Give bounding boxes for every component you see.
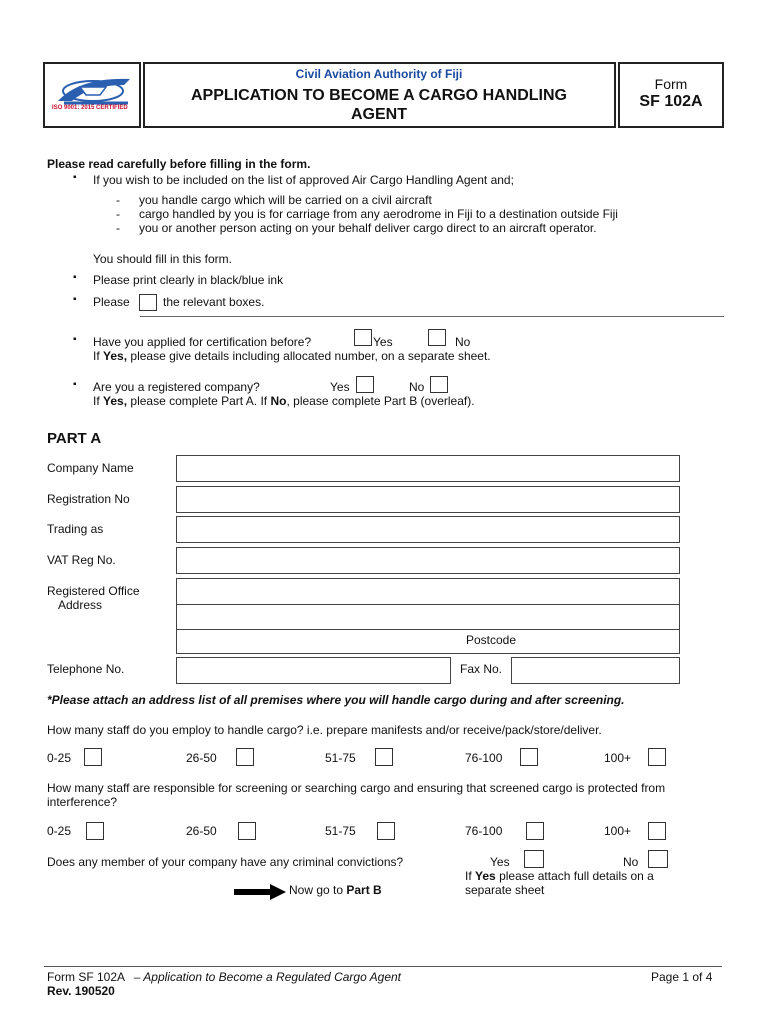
company-no-label: No [409,380,425,394]
attach-note: *Please attach an address list of all premises where you will handle cargo during and after screening. [47,693,625,707]
registered-office-label: Registered Office [47,584,140,598]
intro-dash-2: cargo handled by you is for carriage from any aerodrome in Fiji to a destination outside Fiji [139,207,618,221]
cert-note-post: please give details including allocated number, on a separate sheet. [130,349,491,363]
logo-caption: ISO 9001: 2015 CERTIFIED [52,105,128,111]
fill-note: You should fill in this form. [93,252,232,266]
trading-as-label: Trading as [47,522,104,536]
company-name-label: Company Name [47,461,134,475]
staff-2-option-0-checkbox[interactable] [86,822,104,840]
go-to-pre: Now go to [289,883,344,897]
staff-2-option-3-label: 76-100 [465,824,503,838]
footer-form-number: Form SF 102A [47,970,125,984]
staff-2-option-1-label: 26-50 [186,824,217,838]
staff-2-option-4-checkbox[interactable] [648,822,666,840]
address-field-line3[interactable] [176,629,680,654]
company-note-mid: please complete Part A. If [130,394,268,408]
staff-2-option-1-checkbox[interactable] [238,822,256,840]
registration-no-label: Registration No [47,492,130,506]
footer-form-title: – Application to Become a Regulated Cargo Agent [133,970,401,984]
cert-note-pre: If [93,349,100,363]
intro-bullet-3-pre: ▪ Please [93,295,130,309]
staff-2-option-4-label: 100+ [604,824,632,838]
company-note-yes: Yes, [103,394,128,408]
dash-marker-1: - [116,193,120,207]
criminal-yes-label: Yes [490,855,510,869]
section-divider [140,316,724,317]
trading-as-field[interactable] [176,516,680,543]
criminal-note-line2: separate sheet [465,883,545,897]
intro-heading: Please read carefully before filling in the form. [47,157,311,171]
staff-2-option-0-label: 0-25 [47,824,72,838]
address-field-line1[interactable] [176,578,680,605]
criminal-no-checkbox[interactable] [648,850,668,868]
vat-reg-field[interactable] [176,547,680,574]
staff-1-option-1-checkbox[interactable] [236,748,254,766]
intro-bullet-1: ▪ If you wish to be included on the list of approved Air Cargo Handling Agent and; [93,173,514,187]
cert-yes-checkbox[interactable] [354,329,372,346]
caaf-logo [50,73,136,107]
criminal-yes-checkbox[interactable] [524,850,544,868]
criminal-question: Does any member of your company have any criminal convictions? [47,855,404,869]
arrow-right-icon [234,884,286,900]
cert-no-checkbox[interactable] [428,329,446,346]
criminal-note [465,869,654,883]
footer-form-ref [47,970,401,984]
staff-question-1: How many staff do you employ to handle cargo? i.e. prepare manifests and/or receive/pack/store/deliver. [47,723,602,737]
footer-page-number: Page 1 of 4 [651,970,713,984]
staff-1-option-0-label: 0-25 [47,751,72,765]
company-note-pre: If [93,394,100,408]
form-label: Form [654,76,688,92]
staff-question-2-line1: How many staff are responsible for screening or searching cargo and ensuring that screened cargo is protected from [47,781,666,795]
address-field-line2[interactable] [176,604,680,630]
vat-reg-label: VAT Reg No. [47,553,116,567]
authority-name: Civil Aviation Authority of Fiji [295,67,463,81]
postcode-label: Postcode [466,633,517,647]
company-note-no: No [270,394,287,408]
dash-marker-2: - [116,207,120,221]
cert-note-yes: Yes, [103,349,128,363]
form-title: APPLICATION TO BECOME A CARGO HANDLING [191,87,567,104]
criminal-note-yes: Yes [475,869,496,883]
company-note-post: , please complete Part B (overleaf). [286,394,475,408]
staff-1-option-3-checkbox[interactable] [520,748,538,766]
part-a-heading: PART A [47,430,102,447]
telephone-field[interactable] [176,657,451,684]
staff-1-option-3-label: 76-100 [465,751,503,765]
staff-1-option-4-label: 100+ [604,751,632,765]
fax-field[interactable] [511,657,680,684]
company-question: ▪ Are you a registered company? [93,380,260,394]
staff-question-2-line2: interference? [47,795,118,809]
staff-2-option-3-checkbox[interactable] [526,822,544,840]
criminal-note-pre: If [465,869,472,883]
form-number: SF 102A [639,93,703,110]
staff-1-option-0-checkbox[interactable] [84,748,102,766]
company-yes-label: Yes [330,380,350,394]
staff-2-option-2-checkbox[interactable] [377,822,395,840]
dash-marker-3: - [116,221,120,235]
address-label: Address [58,598,103,612]
staff-1-option-1-label: 26-50 [186,751,217,765]
criminal-note-post: please attach full details on a [499,869,654,883]
form-title-line2: AGENT [351,106,407,123]
go-to-part-b [289,883,382,897]
company-no-checkbox[interactable] [430,376,448,393]
company-note [93,394,475,408]
staff-1-option-2-checkbox[interactable] [375,748,393,766]
cert-note [93,349,491,363]
cert-no-label: No [455,335,471,349]
staff-1-option-2-label: 51-75 [325,751,356,765]
cert-yes-label: Yes [373,335,393,349]
company-name-field[interactable] [176,455,680,482]
registration-no-field[interactable] [176,486,680,513]
footer-revision: Rev. 190520 [47,984,115,998]
staff-2-option-2-label: 51-75 [325,824,356,838]
intro-dash-1: you handle cargo which will be carried on a civil aircraft [139,193,432,207]
example-checkbox [139,294,157,311]
criminal-no-label: No [623,855,639,869]
footer-divider [44,966,722,967]
go-to-part-b-label: Part B [346,883,382,897]
intro-dash-3: you or another person acting on your behalf deliver cargo direct to an aircraft operator. [139,221,597,235]
staff-1-option-4-checkbox[interactable] [648,748,666,766]
telephone-label: Telephone No. [47,662,125,676]
cert-question: ▪ Have you applied for certification before? [93,335,311,349]
intro-bullet-3-post: the relevant boxes. [163,295,265,309]
intro-bullet-2: ▪ Please print clearly in black/blue ink [93,273,283,287]
fax-label: Fax No. [460,662,503,676]
company-yes-checkbox[interactable] [356,376,374,393]
